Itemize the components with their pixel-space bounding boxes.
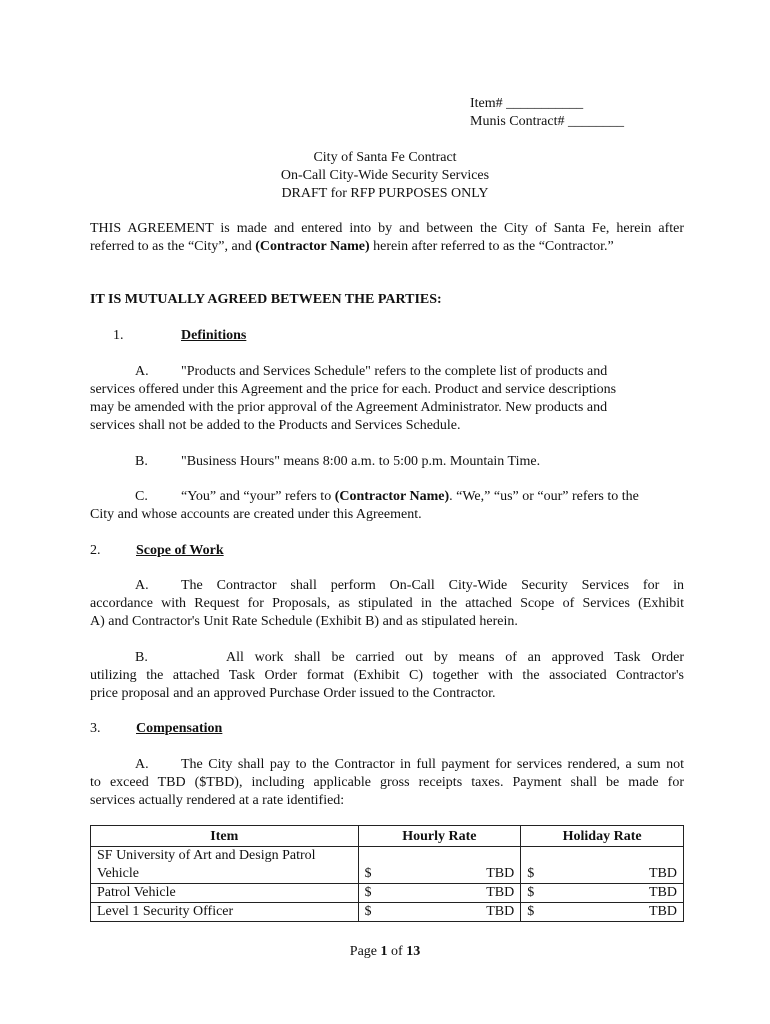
currency-symbol: $ xyxy=(364,904,372,919)
section-2b-body xyxy=(90,667,684,703)
section-2b-line-2: utilizing the attached Task Order format (Exhibit C) together with the associated Contractor's xyxy=(90,668,684,683)
holiday-rate-cell xyxy=(521,884,684,903)
rate-item-line-1: SF University of Art and Design Patrol xyxy=(97,848,316,863)
section-1a-line-2: services offered under this Agreement and the price for each. Product and service descriptions xyxy=(90,382,617,397)
holiday-rate-value: TBD xyxy=(649,885,677,900)
section-1c-line-1 xyxy=(181,488,639,506)
section-2b-line-3: price proposal and an approved Purchase Order issued to the Contractor. xyxy=(90,686,496,701)
hourly-rate-cell xyxy=(358,847,521,884)
section-3a-line-2: to exceed TBD ($TBD), including applicable gross receipts taxes. Payment shall be made for xyxy=(90,775,684,790)
section-2a-line-1: The Contractor shall perform On-Call City-Wide Security Services for in xyxy=(181,578,684,593)
table-row xyxy=(91,884,684,903)
section-3a-body xyxy=(90,774,684,810)
rate-table-header-item: Item xyxy=(91,826,359,847)
title-line-3: DRAFT for RFP PURPOSES ONLY xyxy=(281,186,489,201)
section-2-number: 2. xyxy=(90,543,101,558)
rate-item-line-2: Vehicle xyxy=(97,866,139,881)
section-2a-body xyxy=(90,595,684,631)
section-2a-line-2: accordance with Request for Proposals, as stipulated in the attached Scope of Services (Exhibit xyxy=(90,596,684,611)
contractor-name-placeholder: (Contractor Name) xyxy=(255,239,370,254)
section-2b-letter: B. xyxy=(135,650,148,665)
rate-table xyxy=(90,825,684,922)
contractor-name-placeholder-2: (Contractor Name) xyxy=(334,489,450,504)
holiday-rate-cell xyxy=(521,903,684,922)
section-3a-line-1-wrap xyxy=(181,756,684,774)
intro-text-a: referred to as the “City”, and xyxy=(90,239,256,254)
table-row xyxy=(91,847,684,884)
section-1a-line-3: may be amended with the prior approval of the Agreement Administrator. New products and xyxy=(90,400,608,415)
section-1b-letter: B. xyxy=(135,454,148,469)
title-line-1: City of Santa Fe Contract xyxy=(313,150,457,165)
intro-line-2 xyxy=(90,238,684,256)
section-3-number: 3. xyxy=(90,721,101,736)
section-1b-text: "Business Hours" means 8:00 a.m. to 5:00 p.m. Mountain Time. xyxy=(181,454,541,469)
of-word: of xyxy=(387,944,407,959)
rate-item-cell xyxy=(91,903,359,922)
hourly-rate-cell xyxy=(358,903,521,922)
intro-paragraph xyxy=(90,220,684,256)
hourly-rate-value: TBD xyxy=(486,885,515,900)
currency-symbol: $ xyxy=(527,866,535,881)
holiday-rate-value: TBD xyxy=(649,904,677,919)
section-1c-text-b: . “We,” “us” or “our” refers to the xyxy=(449,489,639,504)
section-2a-line-1-wrap xyxy=(181,577,684,595)
section-2-title: Scope of Work xyxy=(136,543,224,558)
section-3a-line-1: The City shall pay to the Contractor in full payment for services rendered, a sum not xyxy=(181,757,684,772)
page-total: 13 xyxy=(406,944,421,959)
section-2b-line-1-wrap xyxy=(226,649,684,667)
section-1a-line-1: "Products and Services Schedule" refers to the complete list of products and xyxy=(181,364,608,379)
holiday-rate-value: TBD xyxy=(649,866,677,881)
rate-item-line-1: Patrol Vehicle xyxy=(97,885,176,900)
section-1a-line-4: services shall not be added to the Products and Services Schedule. xyxy=(90,418,461,433)
item-number-label: Item# ___________ xyxy=(470,96,584,111)
rate-table-header-holiday: Holiday Rate xyxy=(521,826,684,847)
section-1c-line-2: City and whose accounts are created under this Agreement. xyxy=(90,507,422,522)
section-1c-letter: C. xyxy=(135,489,148,504)
section-1-number: 1. xyxy=(113,328,124,343)
hourly-rate-value: TBD xyxy=(486,904,515,919)
section-3a-line-3: services actually rendered at a rate identified: xyxy=(90,793,345,808)
rate-table-header-row xyxy=(91,826,684,847)
currency-symbol: $ xyxy=(527,885,535,900)
page-word: Page xyxy=(349,944,381,959)
currency-symbol: $ xyxy=(527,904,535,919)
intro-line-1: THIS AGREEMENT is made and entered into by and between the City of Santa Fe, herein after xyxy=(90,221,684,236)
agreed-heading: IT IS MUTUALLY AGREED BETWEEN THE PARTIES: xyxy=(90,292,442,307)
munis-contract-label: Munis Contract# ________ xyxy=(470,114,624,129)
table-row xyxy=(91,903,684,922)
rate-table-header-hourly: Hourly Rate xyxy=(358,826,521,847)
rate-item-line-1: Level 1 Security Officer xyxy=(97,904,234,919)
page-number: 1 xyxy=(380,944,388,959)
currency-symbol: $ xyxy=(364,885,372,900)
holiday-rate-cell xyxy=(521,847,684,884)
section-2a-letter: A. xyxy=(135,578,149,593)
section-2a-line-3: A) and Contractor's Unit Rate Schedule (Exhibit B) and as stipulated herein. xyxy=(90,614,518,629)
rate-item-cell xyxy=(91,884,359,903)
section-3-title: Compensation xyxy=(136,721,223,736)
section-1-title: Definitions xyxy=(181,328,247,343)
page-footer xyxy=(0,943,770,961)
hourly-rate-value: TBD xyxy=(486,866,515,881)
section-2b-line-1: All work shall be carried out by means of an approved Task Order xyxy=(226,650,684,665)
title-line-2: On-Call City-Wide Security Services xyxy=(280,168,490,183)
currency-symbol: $ xyxy=(364,866,372,881)
section-1a-letter: A. xyxy=(135,364,149,379)
rate-item-cell xyxy=(91,847,359,884)
section-3a-letter: A. xyxy=(135,757,149,772)
intro-text-b: herein after referred to as the “Contractor.” xyxy=(369,239,614,254)
hourly-rate-cell xyxy=(358,884,521,903)
section-1c-text-a: “You” and “your” refers to xyxy=(181,489,335,504)
